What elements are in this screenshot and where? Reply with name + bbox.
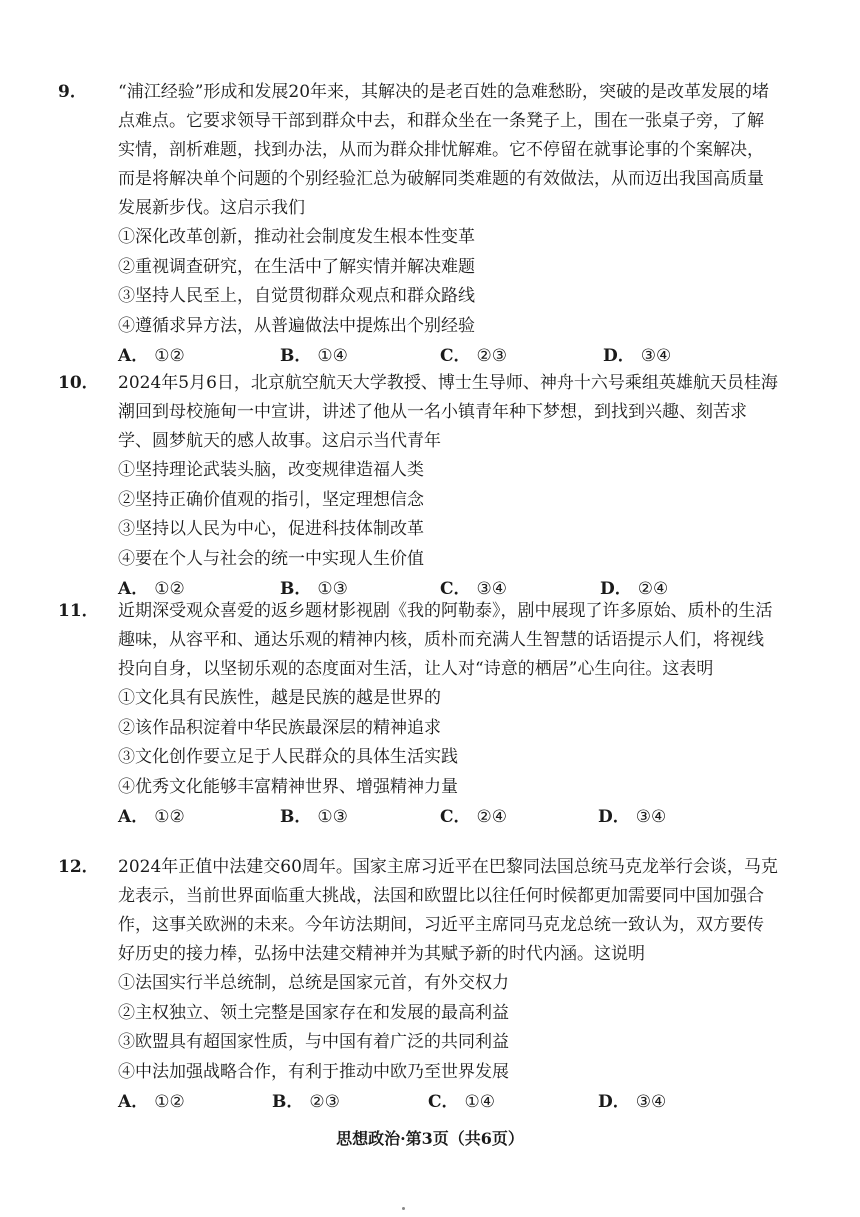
choice-letter: B． [280, 346, 312, 366]
question-text: 近期深受观众喜爱的返乡题材影视剧《我的阿勒泰》，剧中展现了许多原始、质朴的生活趣味，从容平和、通达乐观的精神内核，质朴而充满人生智慧的话语提示人们，将视线投向自身，以坚韧乐观的态度面对生活，让人对“诗意的栖居”心生向往。这表明 [118, 601, 773, 679]
choice-text: ①② [154, 346, 185, 366]
choice-text: ①② [154, 807, 185, 827]
choice-letter: C． [440, 346, 471, 366]
statement-2: ②该作品积淀着中华民族最深层的精神追求 [118, 717, 441, 738]
choice-letter: A． [118, 579, 149, 599]
choice-c [440, 341, 507, 371]
choice-letter: B． [280, 579, 312, 599]
scan-speck [402, 1207, 405, 1210]
question-11 [58, 597, 778, 832]
question-number: 12． [58, 857, 99, 877]
statement-2: ②主权独立、领土完整是国家存在和发展的最高利益 [118, 1002, 509, 1023]
choice-b [280, 341, 348, 371]
statement-4: ④要在个人与社会的统一中实现人生价值 [118, 548, 424, 569]
choice-b [280, 802, 348, 832]
choice-letter: D． [600, 579, 632, 599]
choice-b [272, 1087, 340, 1117]
question-number: 10． [58, 373, 99, 393]
answer-choices [118, 1087, 778, 1117]
choice-letter: C． [440, 579, 471, 599]
question-text: 2024年正值中法建交60周年。国家主席习近平在巴黎同法国总统马克龙举行会谈，马克龙表示，当前世界面临重大挑战，法国和欧盟比以往任何时候都更加需要同中国加强合作，这事关欧洲的未来。今年访法期间，习近平主席同马克龙总统一致认为，双方要传好历史的接力棒，弘扬中法建交精神并为其赋予新的时代内涵。这说明 [118, 857, 778, 964]
question-stem [58, 78, 778, 223]
question-number: 11． [58, 601, 99, 621]
statement-2: ②重视调查研究，在生活中了解实情并解决难题 [118, 256, 475, 277]
choice-letter: A． [118, 346, 149, 366]
choice-text: ①④ [464, 1092, 496, 1112]
choice-a [118, 802, 185, 832]
page-footer: 思想政治·第3页（共6页） [336, 1129, 524, 1148]
choice-text: ①③ [317, 579, 348, 599]
statement-1: ①法国实行半总统制，总统是国家元首，有外交权力 [118, 973, 509, 993]
question-text: 2024年5月6日，北京航空航天大学教授、博士生导师、神舟十六号乘组英雄航天员桂海潮回到母校施甸一中宣讲，讲述了他从一名小镇青年种下梦想，到找到兴趣、刻苦求学、圆梦航天的感人故事。这启示当代青年 [118, 373, 778, 451]
statement-4: ④中法加强战略合作，有利于推动中欧乃至世界发展 [118, 1061, 509, 1082]
question-text: “浦江经验”形成和发展20年来，其解决的是老百姓的急难愁盼，突破的是改革发展的堵点难点。它要求领导干部到群众中去，和群众坐在一条凳子上，围在一张桌子旁，了解实情，剖析难题，找到办法，从而为群众排忧解难。它不停留在就事论事的个案解决，而是将解决单个问题的个别经验汇总为破解同类难题的有效做法，从而迈出我国高质量发展新步伐。这启示我们 [118, 82, 770, 218]
choice-letter: D． [603, 346, 635, 366]
statement-1: ①文化具有民族性，越是民族的越是世界的 [118, 688, 441, 708]
choice-letter: D． [598, 1092, 630, 1112]
choice-letter: C． [428, 1092, 459, 1112]
choice-text: ③④ [635, 1092, 667, 1112]
answer-choices [118, 802, 778, 832]
question-stem [58, 597, 778, 684]
choice-text: ③④ [476, 579, 508, 599]
question-number: 9． [58, 82, 87, 102]
choice-text: ①② [154, 1092, 185, 1112]
statement-3: ③欧盟具有超国家性质，与中国有着广泛的共同利益 [118, 1032, 509, 1052]
choice-letter: A． [118, 1092, 149, 1112]
statement-1: ①深化改革创新，推动社会制度发生根本性变革 [118, 227, 475, 247]
choice-text: ②③ [309, 1092, 340, 1112]
question-stem [58, 369, 778, 456]
choice-text: ①② [154, 579, 185, 599]
choice-text: ①③ [317, 807, 348, 827]
choice-letter: D． [598, 807, 630, 827]
statement-3: ③坚持人民至上，自觉贯彻群众观点和群众路线 [118, 286, 475, 306]
choice-d [598, 1087, 666, 1117]
statement-3: ③坚持以人民为中心，促进科技体制改革 [118, 519, 424, 539]
choice-text: ②④ [637, 579, 669, 599]
question-9 [58, 78, 778, 371]
choice-c [440, 802, 507, 832]
statement-3: ③文化创作要立足于人民群众的具体生活实践 [118, 747, 458, 767]
statement-4: ④优秀文化能够丰富精神世界、增强精神力量 [118, 776, 458, 797]
choice-letter: B． [280, 807, 312, 827]
choice-a [118, 341, 185, 371]
choice-text: ③④ [635, 807, 667, 827]
choice-letter: A． [118, 807, 149, 827]
statement-4: ④遵循求异方法，从普遍做法中提炼出个别经验 [118, 315, 475, 336]
choice-letter: C． [440, 807, 471, 827]
answer-choices [118, 341, 778, 371]
choice-d [598, 802, 666, 832]
choice-d [603, 341, 671, 371]
choice-a [118, 1087, 185, 1117]
choice-text: ①④ [317, 346, 348, 366]
choice-letter: B． [272, 1092, 304, 1112]
question-10 [58, 369, 778, 604]
choice-c [428, 1087, 495, 1117]
choice-text: ③④ [640, 346, 672, 366]
statement-1: ①坚持理论武装头脑，改变规律造福人类 [118, 460, 424, 480]
statement-2: ②坚持正确价值观的指引，坚定理想信念 [118, 489, 424, 510]
question-12 [58, 853, 778, 1117]
question-stem [58, 853, 778, 969]
choice-text: ②③ [476, 346, 508, 366]
choice-text: ②④ [476, 807, 508, 827]
